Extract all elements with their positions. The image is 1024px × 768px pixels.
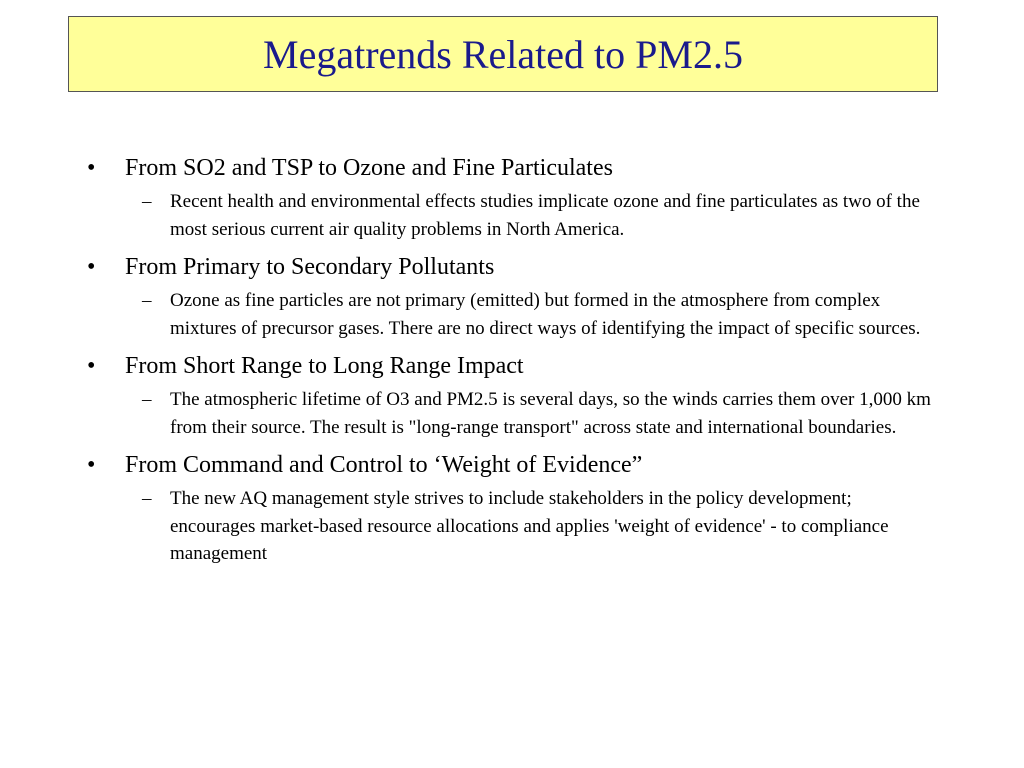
bullet-heading: [0, 348, 1024, 384]
bullet-text: From Primary to Secondary Pollutants: [125, 254, 495, 280]
sub-bullet: [0, 287, 1024, 342]
slide-content: [0, 150, 1024, 574]
bullet-heading: [0, 150, 1024, 186]
bullet-item: [0, 447, 1024, 568]
bullet-heading: [0, 249, 1024, 285]
dash-icon: –: [142, 191, 152, 212]
sub-bullet-text: The atmospheric lifetime of O3 and PM2.5 is several days, so the winds carries them over 1,000 km from their source. The result is "long-range transport" across state and international boundaries.: [170, 389, 931, 438]
bullet-text: From SO2 and TSP to Ozone and Fine Particulates: [125, 155, 613, 181]
sub-bullet: [0, 485, 1024, 568]
bullet-icon: •: [87, 254, 96, 280]
dash-icon: –: [142, 488, 152, 509]
sub-bullet: [0, 188, 1024, 243]
bullet-text: From Short Range to Long Range Impact: [125, 353, 524, 379]
sub-bullet: [0, 386, 1024, 441]
dash-icon: –: [142, 389, 152, 410]
bullet-icon: •: [87, 452, 96, 478]
bullet-text: From Command and Control to ‘Weight of Evidence”: [125, 452, 643, 478]
bullet-heading: [0, 447, 1024, 483]
sub-bullet-text: The new AQ management style strives to include stakeholders in the policy development; encourages market-based resource allocations and applies 'weight of evidence' - to compliance management: [170, 488, 889, 564]
page-title: Megatrends Related to PM2.5: [263, 32, 743, 77]
sub-bullet-text: Recent health and environmental effects studies implicate ozone and fine particulates as two of the most serious current air quality problems in North America.: [170, 191, 920, 240]
bullet-item: [0, 249, 1024, 342]
dash-icon: –: [142, 290, 152, 311]
sub-bullet-text: Ozone as fine particles are not primary (emitted) but formed in the atmosphere from complex mixtures of precursor gases. There are no direct ways of identifying the impact of specific sources.: [170, 290, 921, 339]
title-box: [68, 16, 938, 92]
bullet-icon: •: [87, 353, 96, 379]
bullet-icon: •: [87, 155, 96, 181]
bullet-item: [0, 150, 1024, 243]
bullet-item: [0, 348, 1024, 441]
